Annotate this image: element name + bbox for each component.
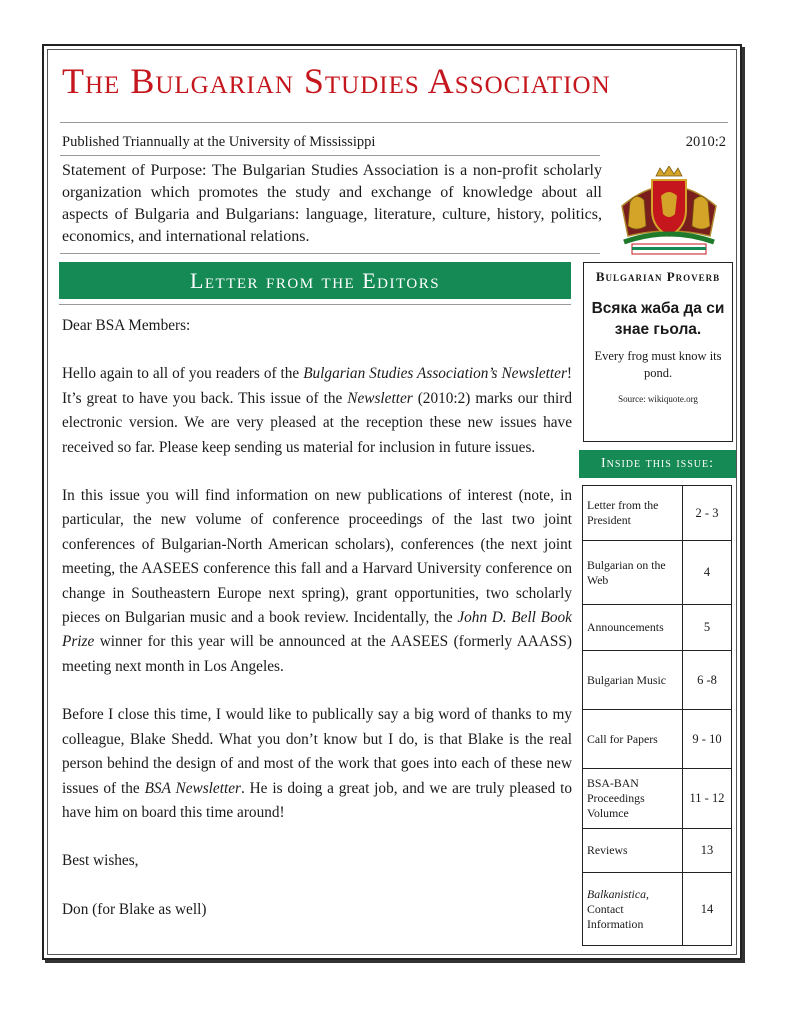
signature: Don (for Blake as well) xyxy=(62,900,207,918)
proverb-heading: Bulgarian Proverb xyxy=(595,269,721,284)
contents-pages: 5 xyxy=(683,605,732,651)
published-text: Published Triannually at the University of Mississippi xyxy=(62,134,376,150)
newsletter-title: The Bulgarian Studies Association xyxy=(62,61,611,101)
statement-of-purpose: Statement of Purpose: The Bulgarian Studies Association is a non-profit scholarly organization which promotes the study and exchange of knowledge about all aspects of Bulgaria and Bulgarians: language, literature, culture, history, politics, economics, and international relations. xyxy=(62,162,602,245)
contents-label[interactable]: Reviews xyxy=(583,829,683,873)
contents-pages: 2 - 3 xyxy=(683,486,732,541)
table-row xyxy=(583,829,732,873)
pub-rule xyxy=(60,155,600,156)
publication-line xyxy=(62,134,726,151)
proverb-english: Every frog must know its pond. xyxy=(594,349,722,380)
letter-paragraph: In this issue you will find information on new publications of interest (note, in particular, the new volume of conference proceedings of the last two joint conferences of Bulgarian-North American scholars), conferences (the next joint meeting, the AASEES conference this fall and a Harvard University conference on change in Southeastern Europe next spring), grant opportunities, two scholarly pieces on Bulgarian music and a book review. Incidentally, the John D. Bell Book Prize winner for this year will be announced at the AASEES (formerly AAASS) meeting next month in Los Angeles. xyxy=(62,487,572,675)
editors-letter xyxy=(62,314,572,946)
table-row xyxy=(583,873,732,946)
proverb-source: Source: wikiquote.org xyxy=(618,394,698,404)
purpose-rule xyxy=(60,253,600,254)
contents-label[interactable]: Announcements xyxy=(583,605,683,651)
contents-pages: 9 - 10 xyxy=(683,710,732,769)
inside-heading: Inside this issue: xyxy=(579,450,736,478)
proverb-bulgarian: Всяка жаба да си знае гьола. xyxy=(591,300,725,338)
contents-pages: 14 xyxy=(683,873,732,946)
table-row xyxy=(583,710,732,769)
contents-label[interactable]: Call for Papers xyxy=(583,710,683,769)
table-row xyxy=(583,486,732,541)
proverb-box xyxy=(583,262,733,442)
contents-label[interactable]: BSA-BAN Proceedings Volumce xyxy=(583,769,683,829)
letter-heading: Letter from the Editors xyxy=(59,262,571,299)
contents-label[interactable]: Bulgarian Music xyxy=(583,651,683,710)
contents-pages: 6 -8 xyxy=(683,651,732,710)
coat-of-arms-icon xyxy=(614,166,724,258)
letter-paragraph: Before I close this time, I would like to publically say a big word of thanks to my colleague, Blake Shedd. What you don’t know but I do, is that Blake is the real person behind the design of and most of the work that goes into each of these new issues of the BSA Newsletter. He is doing a great job, and we are truly pleased to have him on board this time around! xyxy=(62,706,572,821)
issue-number: 2010:2 xyxy=(685,134,726,150)
salutation: Dear BSA Members: xyxy=(62,317,191,334)
contents-label[interactable]: Bulgarian on the Web xyxy=(583,541,683,605)
table-row xyxy=(583,769,732,829)
table-row xyxy=(583,541,732,605)
contents-pages: 4 xyxy=(683,541,732,605)
contents-label[interactable]: Letter from the President xyxy=(583,486,683,541)
title-rule xyxy=(60,122,728,123)
contents-pages: 13 xyxy=(683,829,732,873)
table-row xyxy=(583,651,732,710)
closing: Best wishes, xyxy=(62,852,139,870)
letter-paragraph: Hello again to all of you readers of the Bulgarian Studies Association’s Newsletter! It’s great to have you back. This issue of the Newsletter (2010:2) marks our third electronic version. We are very pleased at the reception these new issues have received so far. Please keep sending us material for inclusion in future issues. xyxy=(62,365,573,456)
contents-label[interactable]: Balkanistica, Contact Information xyxy=(583,873,683,946)
banner-rule xyxy=(59,304,571,305)
contents-pages: 11 - 12 xyxy=(683,769,732,829)
contents-table xyxy=(582,485,732,946)
table-row xyxy=(583,605,732,651)
